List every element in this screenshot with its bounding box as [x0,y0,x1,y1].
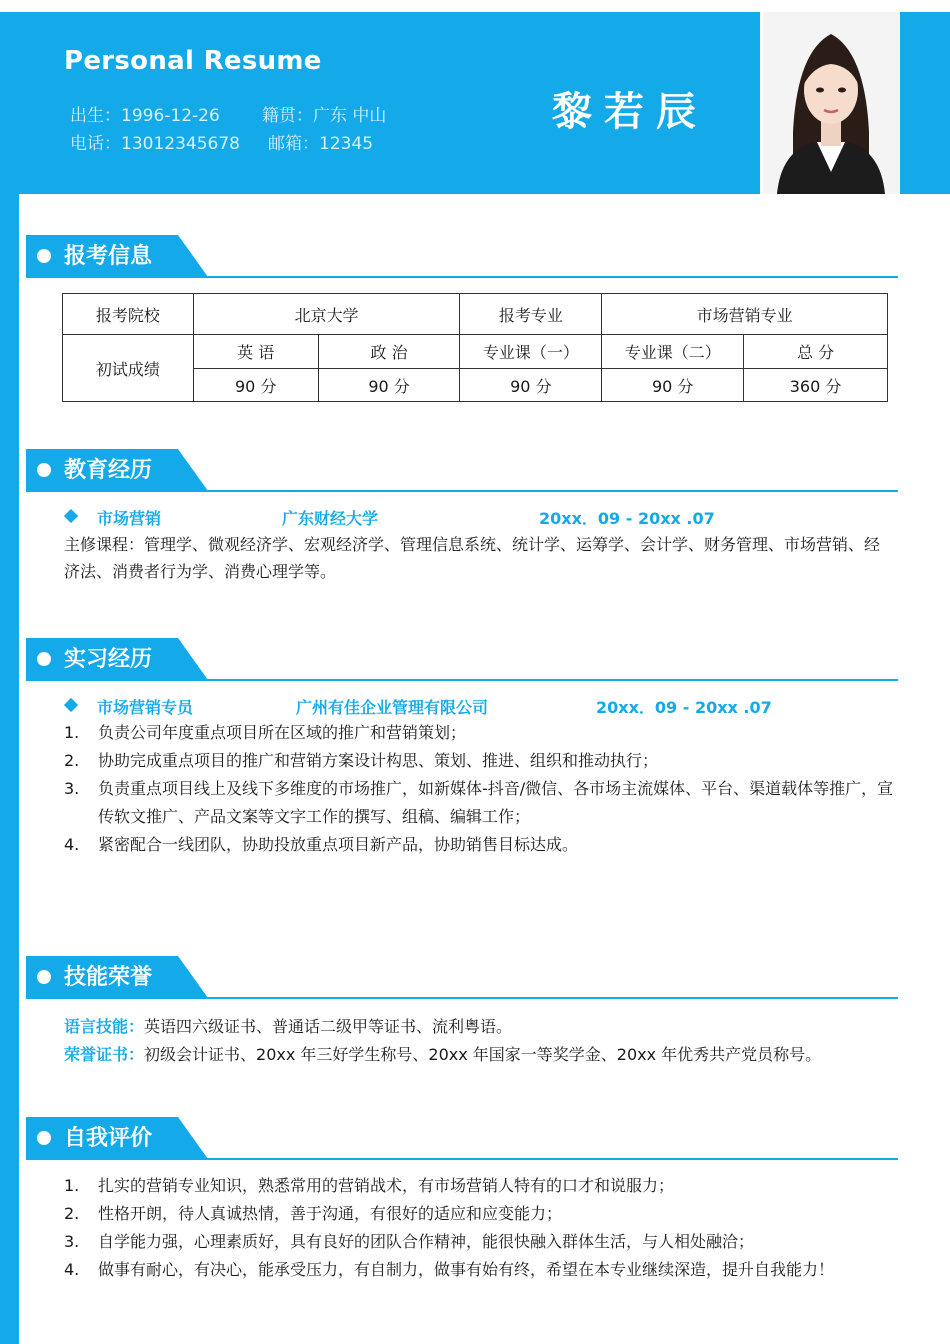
section-skills-header [26,956,898,1002]
phone-info: 电话：13012345678 [70,134,240,154]
education-school: 广东财经大学 [282,509,379,528]
section-title: 自我评价 [64,1126,153,1151]
list-item: 3. 负责重点项目线上及线下多维度的市场推广，如新媒体-抖音/微信、各市场主流媒体、平台、渠道载体等推广，宣传软文推广、产品文案等文字工作的撰写、组稿、编辑工作； [64,779,894,826]
section-education-header [26,449,898,495]
exam-table [62,293,888,402]
internship-company: 广州有佳企业管理有限公司 [296,698,489,717]
list-item: 2. 协助完成重点项目的推广和营销方案设计构思、策划、推进、组织和推动执行； [64,751,659,770]
birth-info: 出生：1996-12-26 [70,106,220,126]
section-internship-header [26,638,898,684]
score-cell: 90 分 [460,369,602,402]
subject-cell: 专业课（二） [602,335,744,369]
section-title: 教育经历 [64,458,153,483]
subject-cell: 政 治 [318,335,460,369]
left-accent-bar [0,194,19,1344]
education-courses: 主修课程：管理学、微观经济学、宏观经济学、管理信息系统、统计学、运筹学、会计学、财务管理、市场营销、经济法、消费者行为学、消费心理学等。 [64,535,881,581]
profile-photo [763,12,899,194]
diamond-bullet-icon [64,509,78,523]
section-exam-header [26,235,898,281]
hometown-info: 籍贯：广东 中山 [262,106,387,126]
internship-duties [64,719,894,859]
list-item: 1. 负责公司年度重点项目所在区域的推广和营销策划； [64,723,467,742]
bullet-dot-icon [37,249,51,263]
school-label: 报考院校 [63,294,194,335]
diamond-bullet-icon [64,698,78,712]
subject-cell: 英 语 [193,335,318,369]
score-cell: 90 分 [193,369,318,402]
bullet-dot-icon [37,463,51,477]
major-label: 报考专业 [460,294,602,335]
bullet-dot-icon [37,970,51,984]
resume-title: Personal Resume [64,46,322,76]
internship-role: 市场营销专员 [97,698,194,717]
email-info: 邮箱：12345 [268,134,374,154]
honor-certificates: 荣誉证书：初级会计证书、20xx 年三好学生称号、20xx 年国家一等奖学金、20xx 年优秀共产党员称号。 [64,1045,822,1064]
self-evaluation [64,1172,894,1284]
subject-cell: 总 分 [744,335,888,369]
subject-cell: 专业课（一） [460,335,602,369]
score-cell: 360 分 [744,369,888,402]
section-title: 实习经历 [64,647,153,672]
list-item: 1. 扎实的营销专业知识，熟悉常用的营销战术，有市场营销人特有的口才和说服力； [64,1176,675,1195]
section-self-header [26,1117,898,1163]
school-value: 北京大学 [193,294,460,335]
list-item: 4. 紧密配合一线团队，协助投放重点项目新产品，协助销售目标达成。 [64,835,579,854]
education-period: 20xx．09 - 20xx .07 [539,509,715,528]
score-cell: 90 分 [602,369,744,402]
language-skills: 语言技能：英语四六级证书、普通话二级甲等证书、流利粤语。 [64,1017,513,1036]
score-cell: 90 分 [318,369,460,402]
education-major: 市场营销 [97,509,162,528]
person-name: 黎若辰 [552,89,708,135]
bullet-dot-icon [37,1131,51,1145]
score-label: 初试成绩 [63,335,194,402]
major-value: 市场营销专业 [602,294,888,335]
list-item: 4. 做事有耐心，有决心，能承受压力，有自制力，做事有始有终，希望在本专业继续深造，提升自我能力！ [64,1260,835,1279]
list-item: 3. 自学能力强，心理素质好，具有良好的团队合作精神，能很快融入群体生活，与人相处融洽； [64,1232,755,1251]
bullet-dot-icon [37,652,51,666]
list-item: 2. 性格开朗，待人真诚热情，善于沟通，有很好的适应和应变能力； [64,1204,563,1223]
internship-period: 20xx．09 - 20xx .07 [596,698,772,717]
section-title: 报考信息 [64,244,153,269]
section-title: 技能荣誉 [64,965,153,990]
